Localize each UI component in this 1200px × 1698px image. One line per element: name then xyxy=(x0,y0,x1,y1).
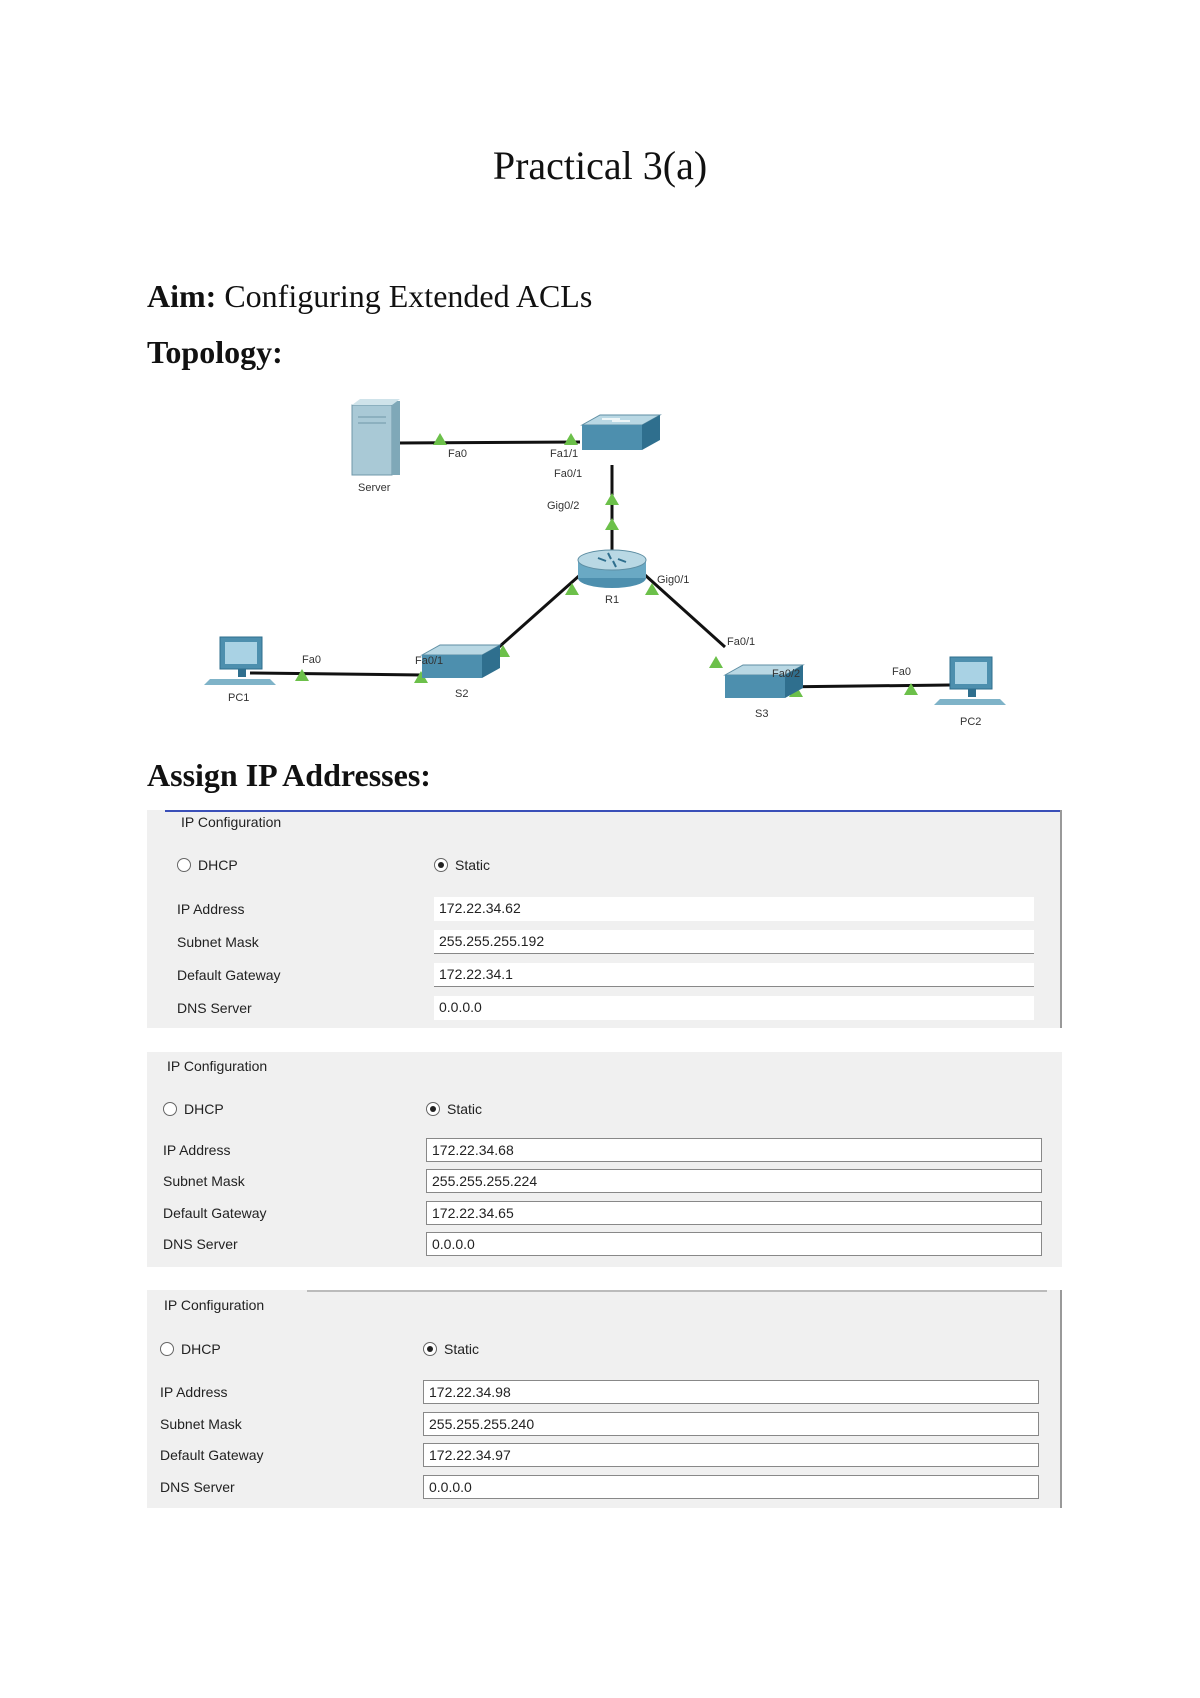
dhcp-radio[interactable] xyxy=(160,1341,221,1357)
arrow-icon xyxy=(433,433,447,445)
arrow-icon xyxy=(564,433,578,445)
static-radio[interactable] xyxy=(426,1101,482,1117)
port-label: Fa0/1 xyxy=(727,636,756,648)
dns-server-label: DNS Server xyxy=(160,1479,235,1495)
link-r1-s2 xyxy=(490,575,580,655)
link-pc1-s2 xyxy=(250,673,422,675)
router-icon xyxy=(578,550,646,588)
default-gateway-label: Default Gateway xyxy=(163,1205,267,1221)
pc-icon xyxy=(934,657,1006,705)
switch-icon xyxy=(582,415,660,450)
radio-circle xyxy=(426,1102,440,1116)
panel-top-line xyxy=(165,810,1060,812)
arrow-icon xyxy=(709,656,723,668)
ip-address-field[interactable]: 172.22.34.68 xyxy=(426,1138,1042,1162)
panel-title: IP Configuration xyxy=(167,1058,268,1074)
topology-heading: Topology: xyxy=(147,334,283,370)
pc1-label: PC1 xyxy=(228,692,250,704)
port-label: Fa0/2 xyxy=(772,668,801,680)
default-gateway-field[interactable]: 172.22.34.65 xyxy=(426,1201,1042,1225)
dns-server-field[interactable]: 0.0.0.0 xyxy=(426,1232,1042,1256)
server-icon xyxy=(352,399,400,475)
topology-diagram xyxy=(190,395,1020,735)
subnet-mask-field[interactable]: 255.255.255.192 xyxy=(434,930,1034,954)
subnet-mask-field[interactable]: 255.255.255.240 xyxy=(423,1412,1039,1436)
panel-title: IP Configuration xyxy=(164,1297,265,1313)
ip-address-field[interactable]: 172.22.34.98 xyxy=(423,1380,1039,1404)
radio-dot xyxy=(427,1346,433,1352)
static-radio[interactable] xyxy=(423,1341,479,1357)
link-server-s1 xyxy=(398,442,580,443)
ip-address-field[interactable]: 172.22.34.62 xyxy=(434,897,1034,921)
port-label: Gig0/2 xyxy=(547,500,580,512)
subnet-mask-label: Subnet Mask xyxy=(163,1173,245,1189)
port-label: Fa0 xyxy=(448,448,467,460)
ip-config-panel xyxy=(147,1290,1062,1508)
radio-circle xyxy=(177,858,191,872)
ip-config-panel xyxy=(147,810,1062,1028)
dns-server-label: DNS Server xyxy=(163,1236,238,1252)
radio-circle xyxy=(434,858,448,872)
radio-circle xyxy=(160,1342,174,1356)
subnet-mask-label: Subnet Mask xyxy=(177,934,259,950)
default-gateway-label: Default Gateway xyxy=(177,967,281,983)
panel-title: IP Configuration xyxy=(181,814,282,830)
assign-heading: Assign IP Addresses: xyxy=(147,757,431,793)
default-gateway-field[interactable]: 172.22.34.97 xyxy=(423,1443,1039,1467)
server-label: Server xyxy=(358,482,391,494)
aim-text: Configuring Extended ACLs xyxy=(216,278,593,314)
panel-top-line xyxy=(307,1290,1047,1292)
dns-server-field[interactable]: 0.0.0.0 xyxy=(434,996,1034,1020)
subnet-mask-field[interactable]: 255.255.255.224 xyxy=(426,1169,1042,1193)
static-label: Static xyxy=(455,857,491,873)
port-label: Gig0/1 xyxy=(657,574,690,586)
radio-dot xyxy=(430,1106,436,1112)
arrow-icon xyxy=(605,493,619,505)
port-label: Fa0/1 xyxy=(415,655,444,667)
dhcp-label: DHCP xyxy=(184,1101,224,1117)
panel-border xyxy=(1060,1290,1062,1508)
dhcp-radio[interactable] xyxy=(177,857,238,873)
port-label: Fa0 xyxy=(302,654,321,666)
ip-address-label: IP Address xyxy=(160,1384,228,1400)
subnet-mask-label: Subnet Mask xyxy=(160,1416,242,1432)
panel-border xyxy=(1060,810,1062,1028)
dns-server-label: DNS Server xyxy=(177,1000,252,1016)
ip-config-panel xyxy=(147,1052,1062,1267)
default-gateway-label: Default Gateway xyxy=(160,1447,264,1463)
dhcp-label: DHCP xyxy=(198,857,238,873)
dhcp-label: DHCP xyxy=(181,1341,221,1357)
aim-label: Aim: xyxy=(147,278,217,314)
pc-icon xyxy=(204,637,276,685)
static-label: Static xyxy=(447,1101,483,1117)
port-label: Fa0/1 xyxy=(554,468,583,480)
pc2-label: PC2 xyxy=(960,716,982,728)
port-label: Fa0 xyxy=(892,666,911,678)
static-radio[interactable] xyxy=(434,857,490,873)
radio-circle xyxy=(423,1342,437,1356)
radio-dot xyxy=(438,862,444,868)
port-label: Fa1/1 xyxy=(550,448,579,460)
radio-circle xyxy=(163,1102,177,1116)
page-title: Practical 3(a) xyxy=(492,143,708,188)
s2-label: S2 xyxy=(455,688,469,700)
arrow-icon xyxy=(605,518,619,530)
ip-address-label: IP Address xyxy=(163,1142,231,1158)
aim-line xyxy=(147,278,592,315)
s3-label: S3 xyxy=(755,708,769,720)
default-gateway-field[interactable]: 172.22.34.1 xyxy=(434,963,1034,987)
ip-address-label: IP Address xyxy=(177,901,245,917)
static-label: Static xyxy=(444,1341,480,1357)
router-label: R1 xyxy=(605,594,620,606)
dhcp-radio[interactable] xyxy=(163,1101,224,1117)
dns-server-field[interactable]: 0.0.0.0 xyxy=(423,1475,1039,1499)
